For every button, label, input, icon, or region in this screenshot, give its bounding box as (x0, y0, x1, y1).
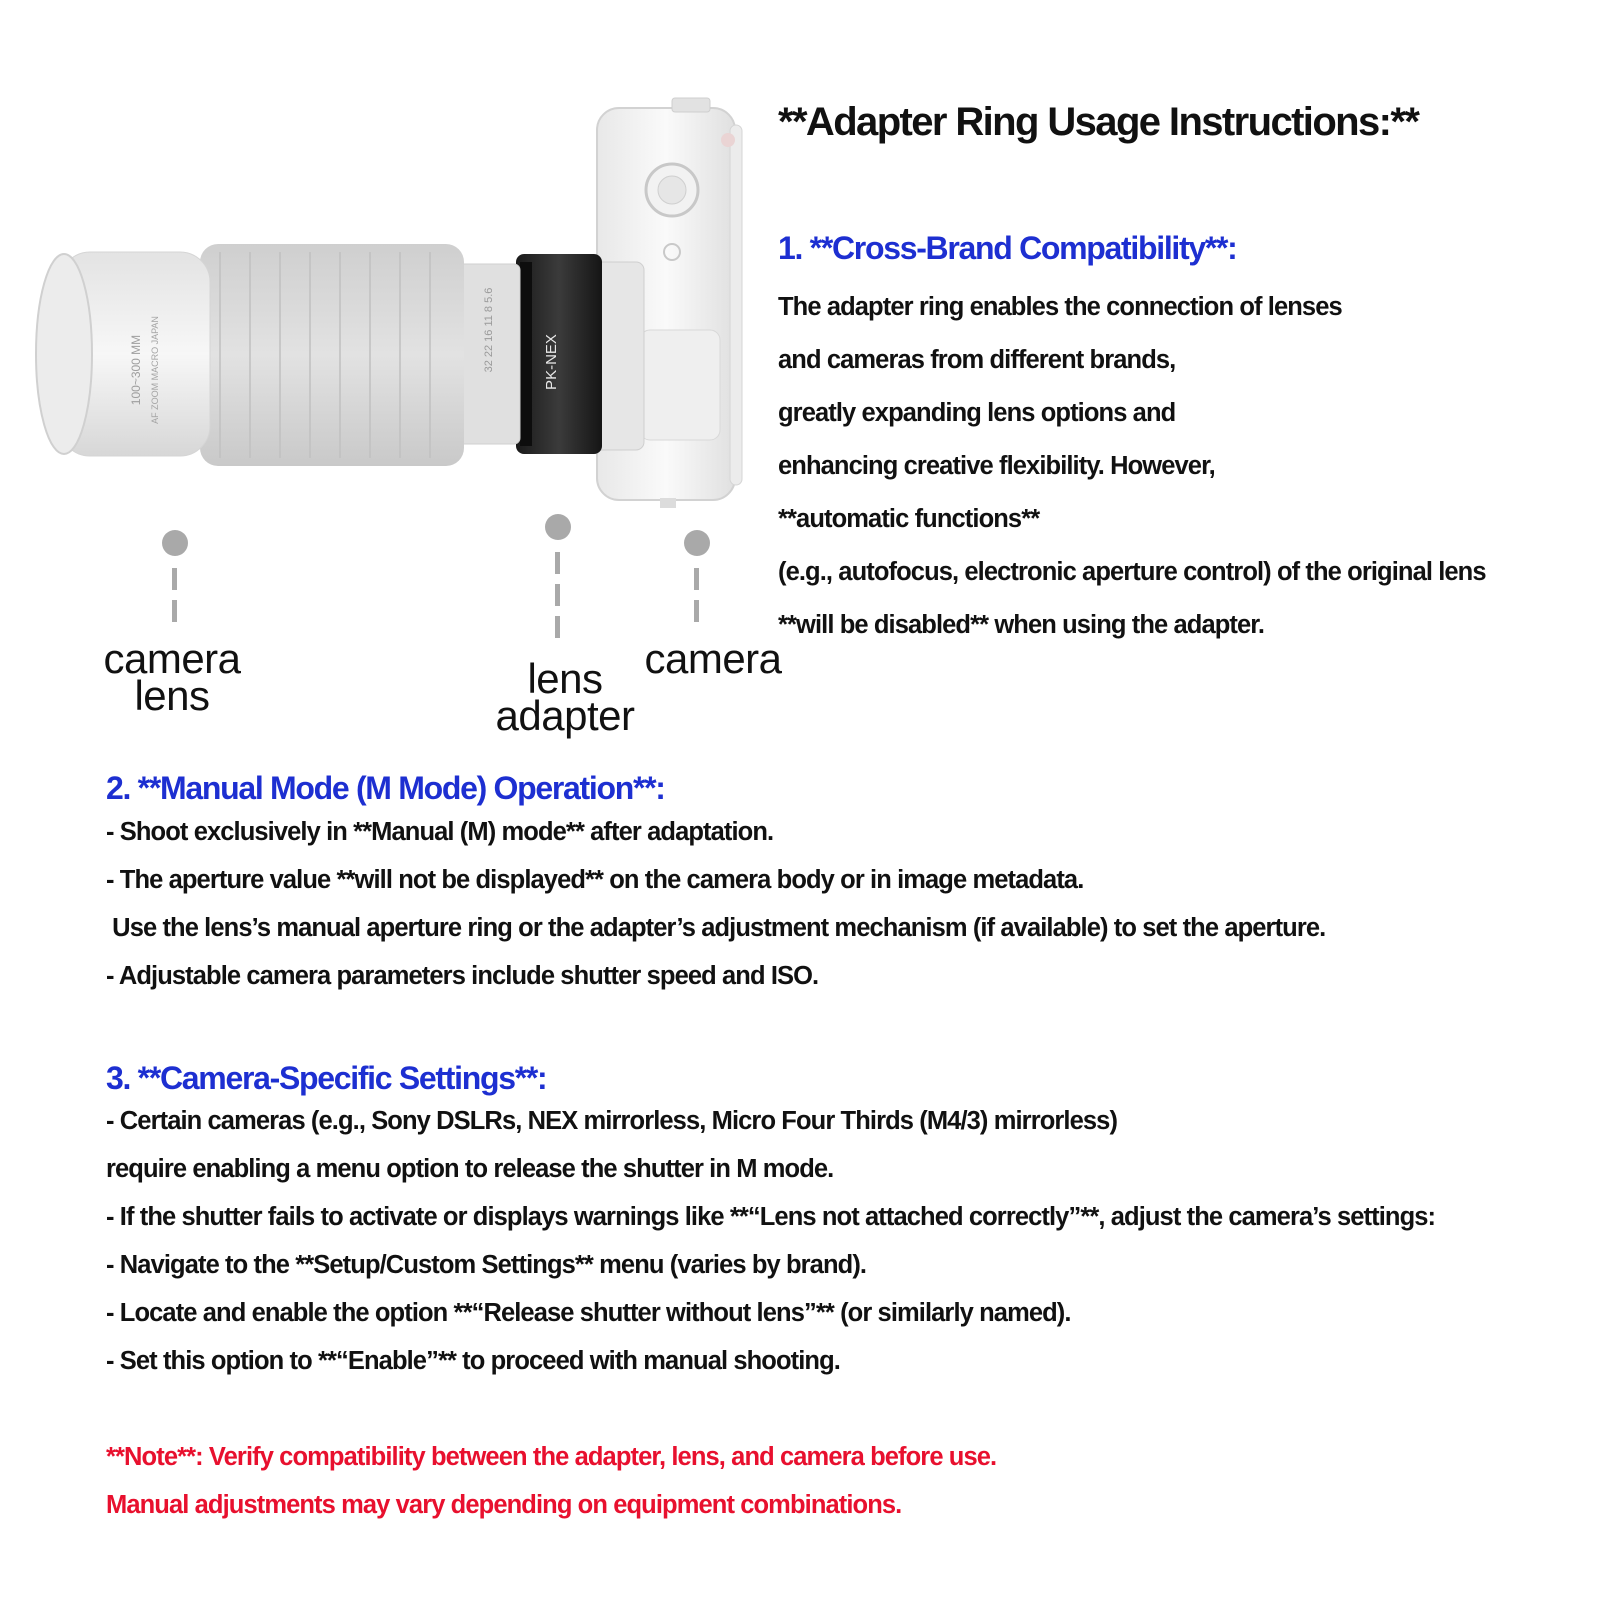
section3-line-4: - Navigate to the **Setup/Custom Settings** menu (varies by brand). (106, 1251, 867, 1279)
lens-adapter (516, 254, 602, 454)
section1-line-3: greatly expanding lens options and (778, 399, 1176, 427)
note-line-1: **Note**: Verify compatibility between the adapter, lens, and camera before use. (106, 1443, 997, 1471)
label-camera-line1: camera (644, 635, 782, 682)
section3-line-3: - If the shutter fails to activate or displays warnings like **“Lens not attached correctly”**, adjust the camera’s settings: (106, 1203, 1436, 1231)
lens-zoom-text: 100~300 MM (129, 334, 143, 406)
label-camera-lens-line2: lens (134, 672, 210, 719)
marker-line-adapter (555, 552, 560, 648)
section3-line-2: require enabling a menu option to release the shutter in M mode. (106, 1155, 834, 1183)
lens-adapter-camera-illustration (0, 0, 760, 520)
marker-dot-lens (162, 530, 188, 556)
section2-line-2: - The aperture value **will not be displayed** on the camera body or in image metadata. (106, 866, 1084, 894)
note-line-2: Manual adjustments may vary depending on equipment combinations. (106, 1491, 902, 1519)
adapter-marking: PK-NEX (543, 334, 560, 390)
section1-line-6: (e.g., autofocus, electronic aperture control) of the original lens (778, 558, 1486, 586)
label-lens-adapter (480, 655, 650, 739)
label-lens-adapter-line1: lens (527, 655, 603, 702)
section2-line-4: - Adjustable camera parameters include shutter speed and ISO. (106, 962, 819, 990)
label-camera-lens (92, 635, 252, 719)
page-title: **Adapter Ring Usage Instructions:** (778, 100, 1419, 144)
section1-line-1: The adapter ring enables the connection of lenses (778, 293, 1342, 321)
label-lens-adapter-line2: adapter (495, 692, 635, 739)
camera-lens (36, 252, 210, 456)
label-camera-lens-line1: camera (103, 635, 241, 682)
label-camera (638, 635, 788, 682)
section1-line-2: and cameras from different brands, (778, 346, 1176, 374)
section1-line-4: enhancing creative flexibility. However, (778, 452, 1215, 480)
marker-dot-camera (684, 530, 710, 556)
section2-line-1: - Shoot exclusively in **Manual (M) mode** after adaptation. (106, 818, 774, 846)
section3-line-5: - Locate and enable the option **“Release shutter without lens”** (or similarly named). (106, 1299, 1071, 1327)
section3-heading: 3. **Camera-Specific Settings**: (106, 1060, 547, 1096)
section1-line-7: **will be disabled** when using the adapter. (778, 611, 1265, 639)
marker-line-lens (172, 568, 177, 632)
section3-line-1: - Certain cameras (e.g., Sony DSLRs, NEX mirrorless, Micro Four Thirds (M4/3) mirrorless) (106, 1107, 1118, 1135)
marker-dot-adapter (545, 514, 571, 540)
marker-line-camera (694, 568, 699, 632)
section3-line-6: - Set this option to **“Enable”** to proceed with manual shooting. (106, 1347, 840, 1375)
lens-series-text: AF ZOOM MACRO JAPAN (150, 316, 160, 424)
section1-line-5: **automatic functions** (778, 505, 1040, 533)
aperture-scale: 32 22 16 11 8 5.6 (483, 287, 495, 373)
section1-heading: 1. **Cross-Brand Compatibility**: (778, 230, 1237, 266)
section2-line-3: Use the lens’s manual aperture ring or the adapter’s adjustment mechanism (if available) to set the aperture. (106, 914, 1326, 942)
section2-heading: 2. **Manual Mode (M Mode) Operation**: (106, 770, 665, 806)
